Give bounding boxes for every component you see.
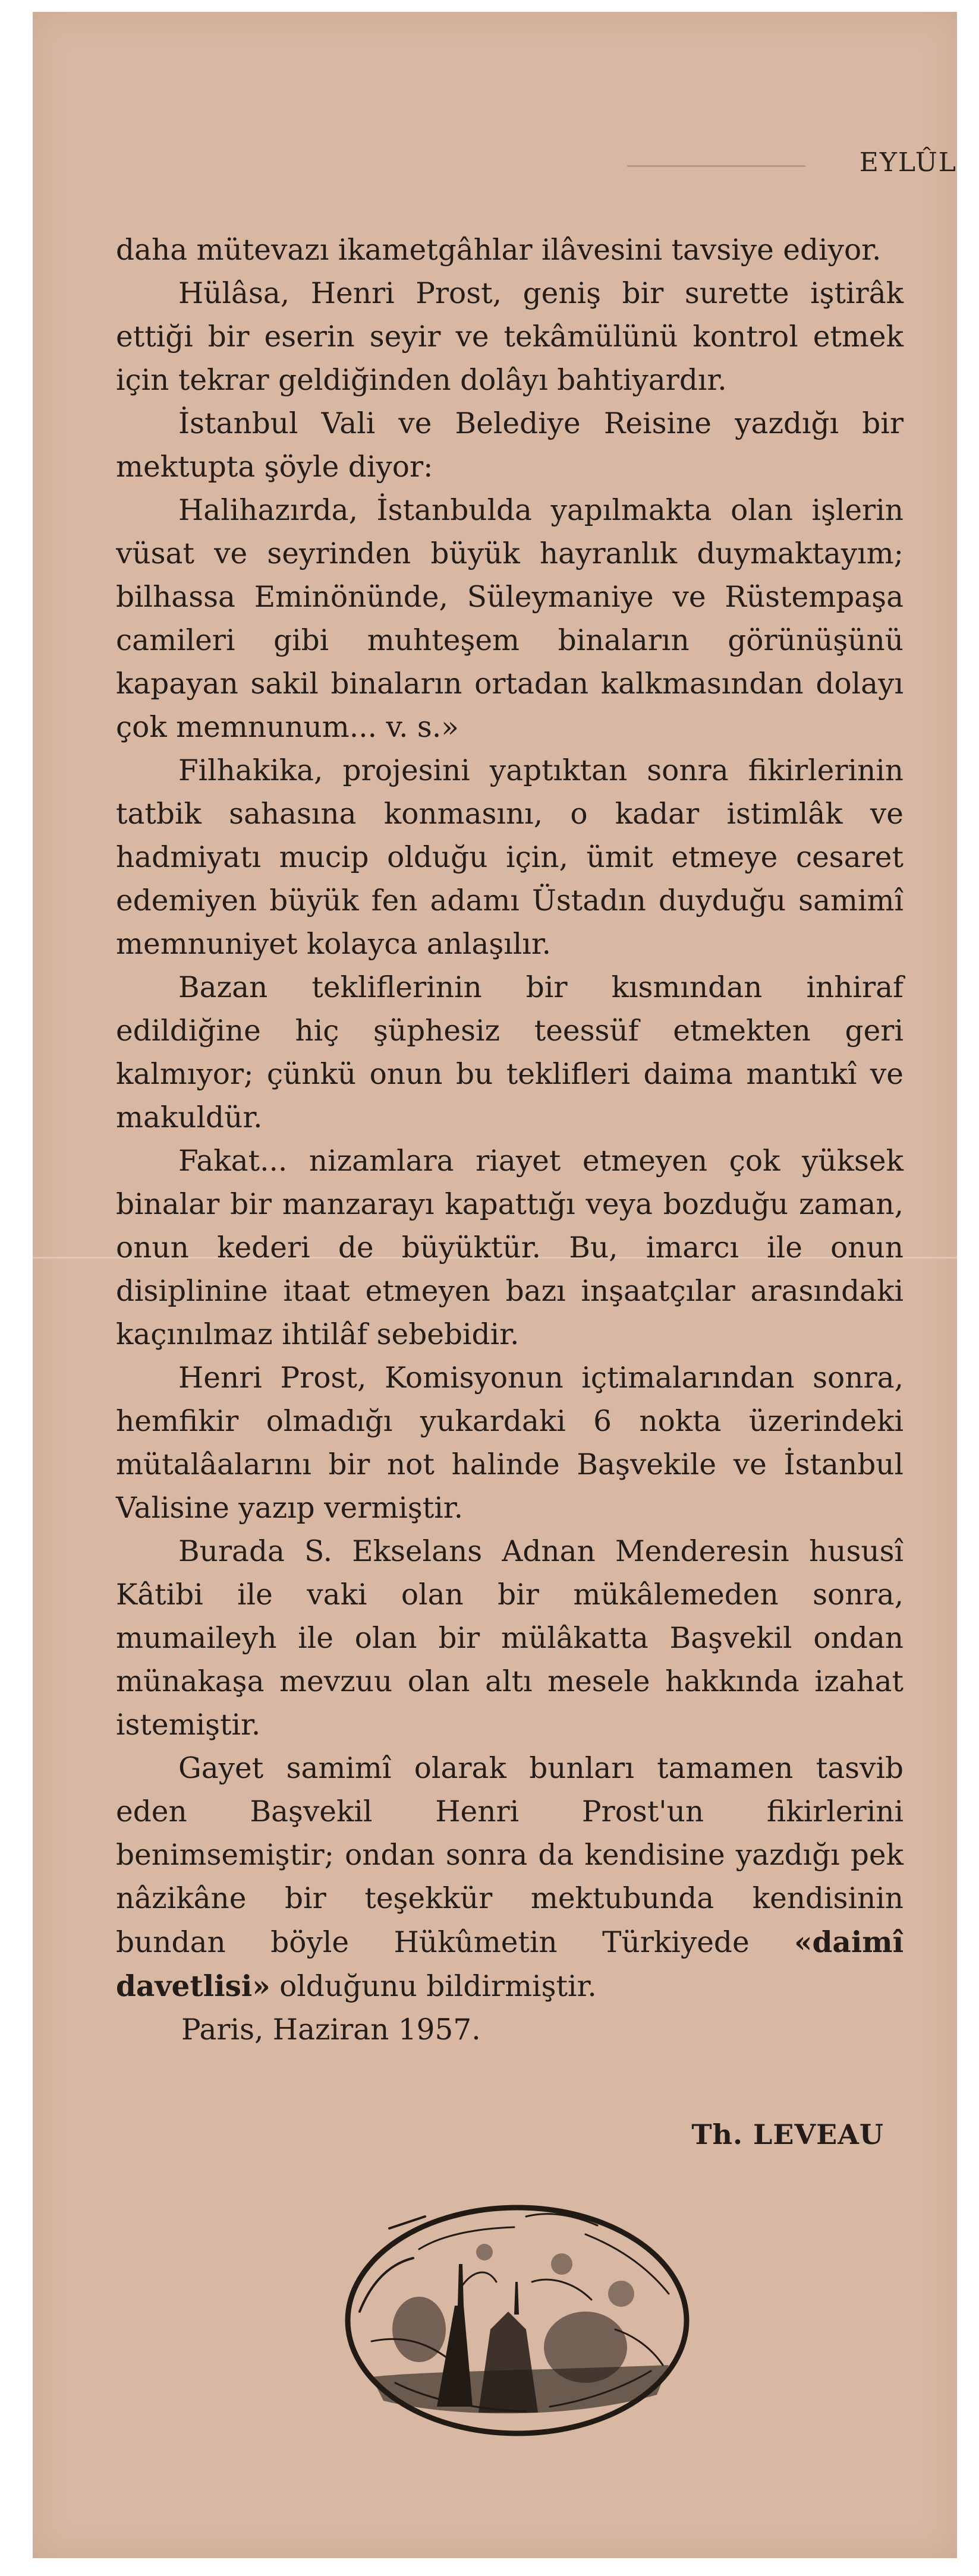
running-header: EYLÛL [859, 147, 957, 178]
dateline: Paris, Haziran 1957. [181, 2013, 481, 2047]
illustrated-emblem [336, 2193, 698, 2442]
article-body [116, 229, 904, 2052]
paragraph: İstanbul Vali ve Belediye Reisine yazdığı bir mektupta şöyle diyor: [116, 407, 904, 484]
emblem-illustration-icon [336, 2193, 698, 2442]
bold-phrase: «daimî davetlisi» [116, 1925, 904, 2003]
author-signature: Th. LEVEAU [691, 2118, 884, 2151]
header-rule [627, 165, 805, 167]
paragraph-quote: Halihazırda, İstanbulda yapılmakta olan işlerin vüsat ve seyrinden büyük hayranlık duymaktayım; bilhassa Eminönünde, Süleymaniye ve Rüstempaşa camileri gibi muhteşem binaların görünüşünü kapayan sakil binaların ortadan kalkmasından dolayı çok memnunum... v. s.» [116, 494, 904, 744]
paragraph: Fakat... nizamlara riayet etmeyen çok yüksek binalar bir manzarayı kapattığı veya bozduğu zaman, onun kederi de büyüktür. Bu, imarcı ile onun disiplinine itaat etmeyen bazı inşaatçılar arasındaki kaçınılmaz ihtilâf sebebidir. [116, 1144, 904, 1351]
paragraph: Filhakika, projesini yaptıktan sonra fikirlerinin tatbik sahasına konmasını, o kadar istimlâk ve hadmiyatı mucip olduğu için, ümit etmeye cesaret edemiyen büyük fen adamı Üstadın duyduğu samimî memnuniyet kolayca anlaşılır. [116, 754, 904, 961]
paragraph-text: Gayet samimî olarak bunları tamamen tasvib eden Başvekil Henri Prost'un fikirlerini benimsemiştir; ondan sonra da kendisine yazdığı pek nâzikâne bir teşekkür mektubunda kendisinin bundan böyle Hükûmetin Türkiyede [116, 1752, 904, 1959]
paragraph-closing [116, 1747, 904, 2009]
paragraph: Hülâsa, Henri Prost, geniş bir surette iştirâk ettiği bir eserin seyir ve tekâmülünü kontrol etmek için tekrar geldiğinden dolâyı bahtiyardır. [116, 277, 904, 397]
paragraph: Bazan tekliflerinin bir kısmından inhiraf edildiğine hiç şüphesiz teessüf etmekten geri kalmıyor; çünkü onun bu teklifleri daima mantıkî ve makuldür. [116, 971, 904, 1134]
paragraph-continuation: daha mütevazı ikametgâhlar ilâvesini tavsiye ediyor. [116, 234, 882, 267]
paragraph: Burada S. Ekselans Adnan Menderesin hususî Kâtibi ile vaki olan bir mükâlemeden sonra, mumaileyh ile olan bir mülâkatta Başvekil ondan münakaşa mevzuu olan altı mesele hakkında izahat istemiştir. [116, 1535, 904, 1742]
paragraph: Henri Prost, Komisyonun içtimalarından sonra, hemfikir olmadığı yukardaki 6 nokta üzerindeki mütalâalarını bir not halinde Başvekile ve İstanbul Valisine yazıp vermiştir. [116, 1361, 904, 1525]
paragraph-text: olduğunu bildirmiştir. [270, 1970, 597, 2003]
